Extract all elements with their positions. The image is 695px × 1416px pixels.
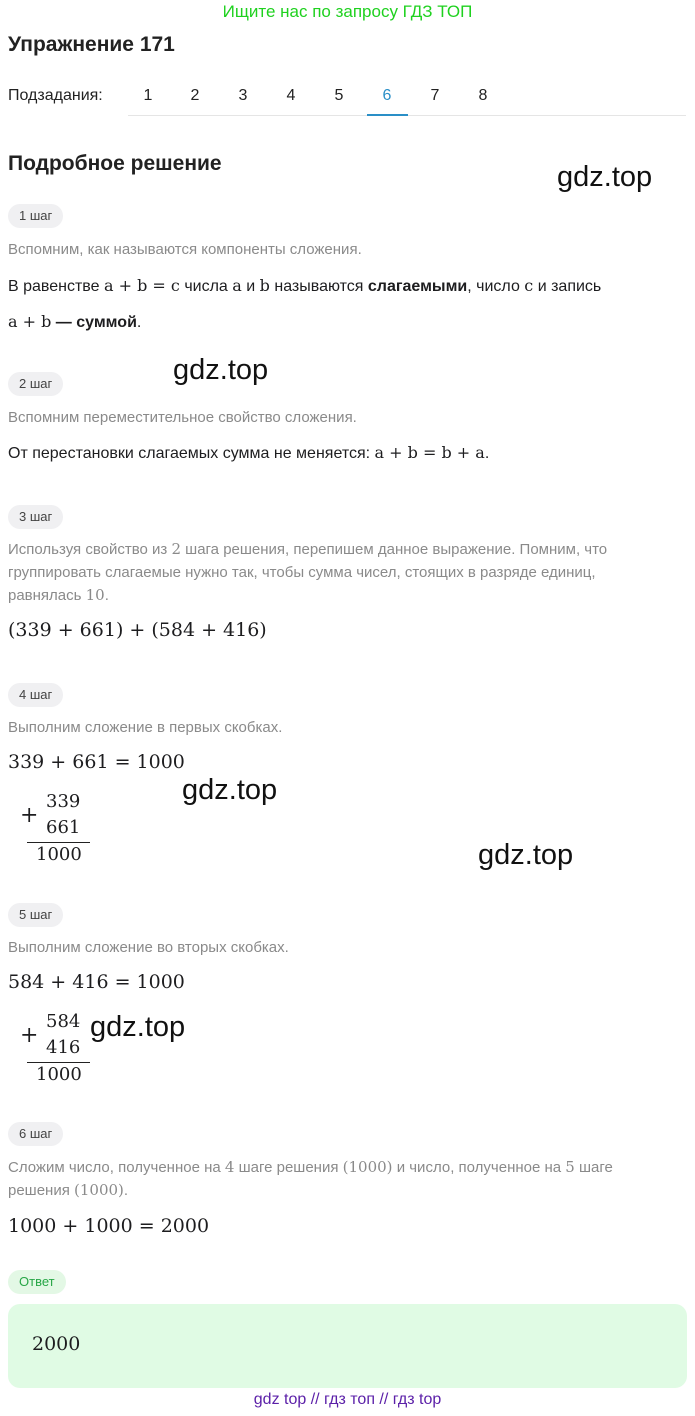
expression: (339 + 661) + (584 + 416): [8, 619, 267, 641]
tab-subtask-8[interactable]: 8: [478, 87, 488, 104]
equation: 584 + 416 = 1000: [8, 971, 185, 993]
step-badge: 4 шаг: [8, 683, 63, 707]
step-hint: Выполним сложение в первых скобках.: [8, 719, 283, 736]
column-line: [27, 1062, 90, 1063]
column-result: 1000: [36, 1064, 82, 1085]
step-hint: Сложим число, полученное на 4 шаге решения (1000) и число, полученное на 5 шаге: [8, 1158, 613, 1176]
tab-subtask-6[interactable]: 6: [382, 87, 392, 104]
column-plus-sign: +: [20, 803, 39, 828]
column-plus-sign: +: [20, 1023, 39, 1048]
column-addend: 339: [46, 791, 81, 812]
step-hint: решения (1000).: [8, 1181, 129, 1199]
column-result: 1000: [36, 844, 82, 865]
promo-banner: Ищите нас по запросу ГДЗ ТОП: [222, 2, 473, 21]
answer-value: 2000: [32, 1333, 81, 1355]
step-badge: 2 шаг: [8, 372, 63, 396]
step-hint: равнялась 10.: [8, 586, 109, 604]
step-hint: Вспомним, как называются компоненты сложения.: [8, 241, 362, 258]
step-hint: Выполним сложение во вторых скобках.: [8, 939, 289, 956]
step-hint: Вспомним переместительное свойство сложения.: [8, 409, 357, 426]
watermark: gdz.top: [182, 774, 278, 806]
step-badge: 3 шаг: [8, 505, 63, 529]
answer-badge: Ответ: [8, 1270, 66, 1294]
column-addend: 584: [46, 1011, 81, 1032]
equation: 1000 + 1000 = 2000: [8, 1215, 210, 1237]
subtasks-label: Подзадания:: [8, 87, 103, 104]
answer-box: [8, 1304, 687, 1388]
step-hint: Используя свойство из 2 шага решения, перепишем данное выражение. Помним, что: [8, 540, 608, 558]
step-text: В равенстве a + b = c числа a и b называются слагаемыми, число c и запись: [8, 276, 602, 295]
page-title: Упражнение 171: [8, 33, 175, 56]
tab-subtask-7[interactable]: 7: [430, 87, 440, 104]
watermark: gdz.top: [173, 354, 269, 386]
step-badge: 5 шаг: [8, 903, 63, 927]
watermark: gdz.top: [557, 161, 653, 193]
footer-text: gdz top // гдз топ // гдз top: [253, 1391, 442, 1408]
tab-subtask-1[interactable]: 1: [143, 87, 153, 104]
equation: 339 + 661 = 1000: [8, 751, 185, 773]
step-text: a + b — суммой.: [8, 312, 142, 331]
column-addend: 661: [46, 817, 81, 838]
active-tab-indicator: [367, 114, 408, 116]
tab-subtask-3[interactable]: 3: [238, 87, 248, 104]
watermark: gdz.top: [478, 839, 574, 871]
step-badge: 6 шаг: [8, 1122, 63, 1146]
watermark: gdz.top: [90, 1011, 186, 1043]
step-hint: группировать слагаемые нужно так, чтобы сумма чисел, стоящих в разряде единиц,: [8, 564, 596, 581]
step-text: От перестановки слагаемых сумма не меняется: a + b = b + a.: [8, 443, 490, 462]
tab-subtask-5[interactable]: 5: [334, 87, 344, 104]
solution-heading: Подробное решение: [8, 152, 222, 175]
tab-subtask-2[interactable]: 2: [190, 87, 200, 104]
tab-subtask-4[interactable]: 4: [286, 87, 296, 104]
column-addend: 416: [46, 1037, 81, 1058]
step-badge: 1 шаг: [8, 204, 63, 228]
column-line: [27, 842, 90, 843]
